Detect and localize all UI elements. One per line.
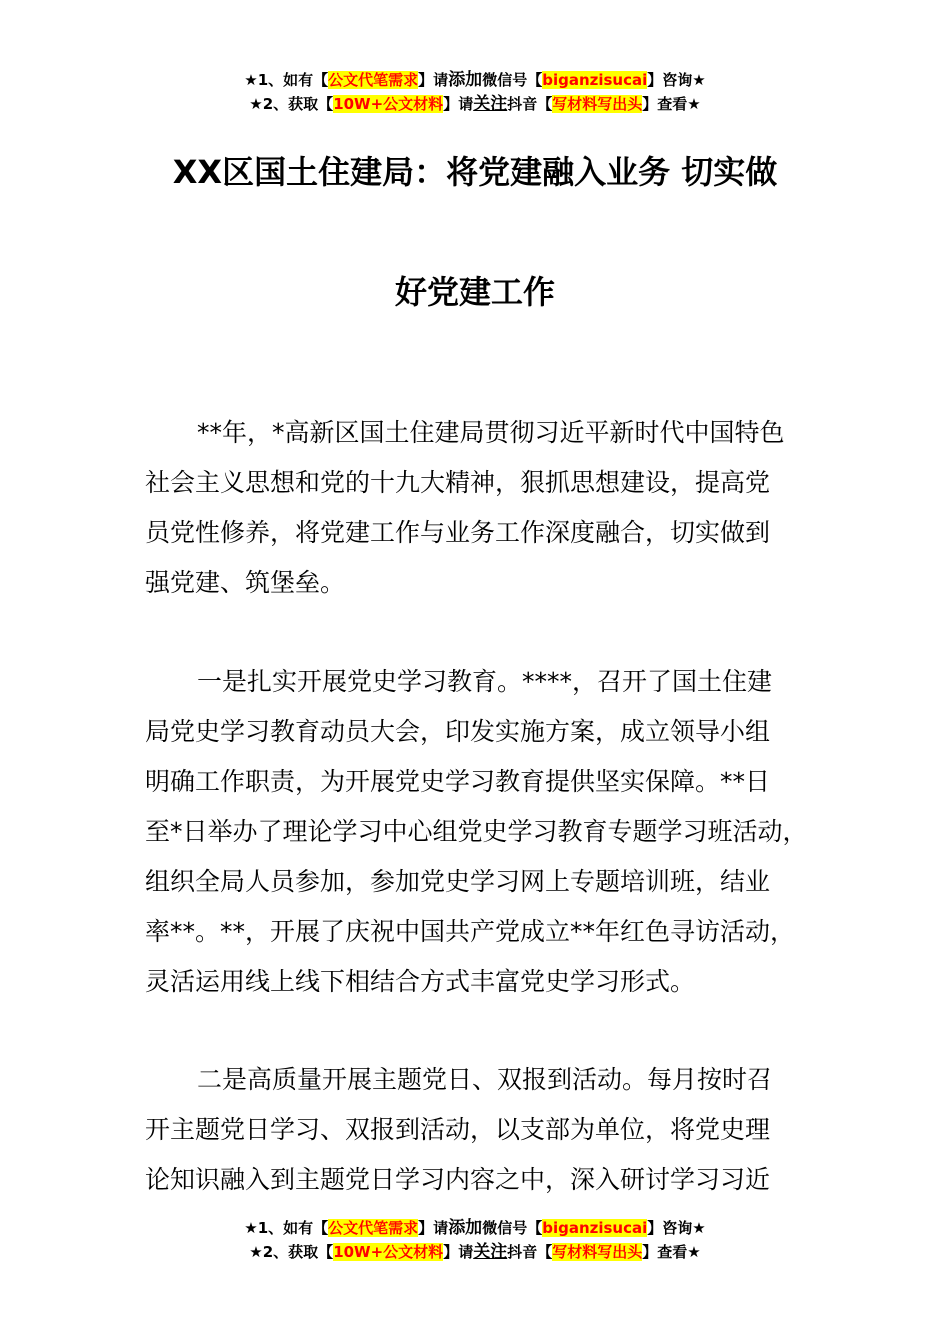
paragraph-line: 局党史学习教育动员大会，印发实施方案，成立领导小组 bbox=[145, 717, 771, 746]
promo-line-1: ★1、如有【公文代笔需求】请添加微信号【biganzisucai】咨询★ bbox=[244, 70, 706, 90]
promo-line-2: ★2、获取【10W+公文材料】请关注抖音【写材料写出头】查看★ bbox=[249, 1242, 701, 1262]
top-promo-banner bbox=[0, 68, 950, 116]
body-paragraph-1 bbox=[145, 408, 825, 608]
promo-line-2: ★2、获取【10W+公文材料】请关注抖音【写材料写出头】查看★ bbox=[249, 94, 701, 114]
body-paragraph-2 bbox=[145, 657, 825, 1007]
paragraph-line: 灵活运用线上线下相结合方式丰富党史学习形式。 bbox=[145, 967, 696, 996]
paragraph-line: 组织全局人员参加，参加党史学习网上专题培训班，结业 bbox=[145, 867, 771, 896]
paragraph-line: 开主题党日学习、双报到活动，以支部为单位，将党史理 bbox=[145, 1115, 771, 1144]
paragraph-line: **年，*高新区国土住建局贯彻习近平新时代中国特色 bbox=[197, 418, 785, 447]
paragraph-line: 强党建、筑堡垒。 bbox=[145, 568, 346, 597]
promo-highlight: 10W+公文材料 bbox=[333, 1243, 444, 1261]
paragraph-line: 员党性修养，将党建工作与业务工作深度融合，切实做到 bbox=[145, 518, 771, 547]
wechat-id-highlight: biganzisucai bbox=[542, 71, 648, 89]
douyin-id-highlight: 写材料写出头 bbox=[552, 1243, 643, 1261]
wechat-id-highlight: biganzisucai bbox=[542, 1219, 648, 1237]
paragraph-line: 社会主义思想和党的十九大精神，狠抓思想建设，提高党 bbox=[145, 468, 771, 497]
body-paragraph-3 bbox=[145, 1055, 825, 1205]
promo-highlight: 公文代笔需求 bbox=[328, 1219, 419, 1237]
paragraph-line: 论知识融入到主题党日学习内容之中，深入研讨学习习近 bbox=[145, 1165, 771, 1194]
promo-highlight: 10W+公文材料 bbox=[333, 95, 444, 113]
promo-highlight: 公文代笔需求 bbox=[328, 71, 419, 89]
bottom-promo-banner bbox=[0, 1216, 950, 1264]
promo-line-1: ★1、如有【公文代笔需求】请添加微信号【biganzisucai】咨询★ bbox=[244, 1218, 706, 1238]
paragraph-line: 率**。**，开展了庆祝中国共产党成立**年红色寻访活动， bbox=[145, 917, 796, 946]
paragraph-line: 一是扎实开展党史学习教育。****，召开了国土住建 bbox=[197, 667, 773, 696]
document-title-line-2: 好党建工作 bbox=[394, 273, 555, 311]
document-title-line-1: XX区国土住建局：将党建融入业务 切实做 bbox=[172, 153, 778, 191]
paragraph-line: 至*日举办了理论学习中心组党史学习教育专题学习班活动， bbox=[145, 817, 808, 846]
douyin-id-highlight: 写材料写出头 bbox=[552, 95, 643, 113]
paragraph-line: 明确工作职责，为开展党史学习教育提供坚实保障。**日 bbox=[145, 767, 771, 796]
paragraph-line: 二是高质量开展主题党日、双报到活动。每月按时召 bbox=[197, 1065, 773, 1094]
